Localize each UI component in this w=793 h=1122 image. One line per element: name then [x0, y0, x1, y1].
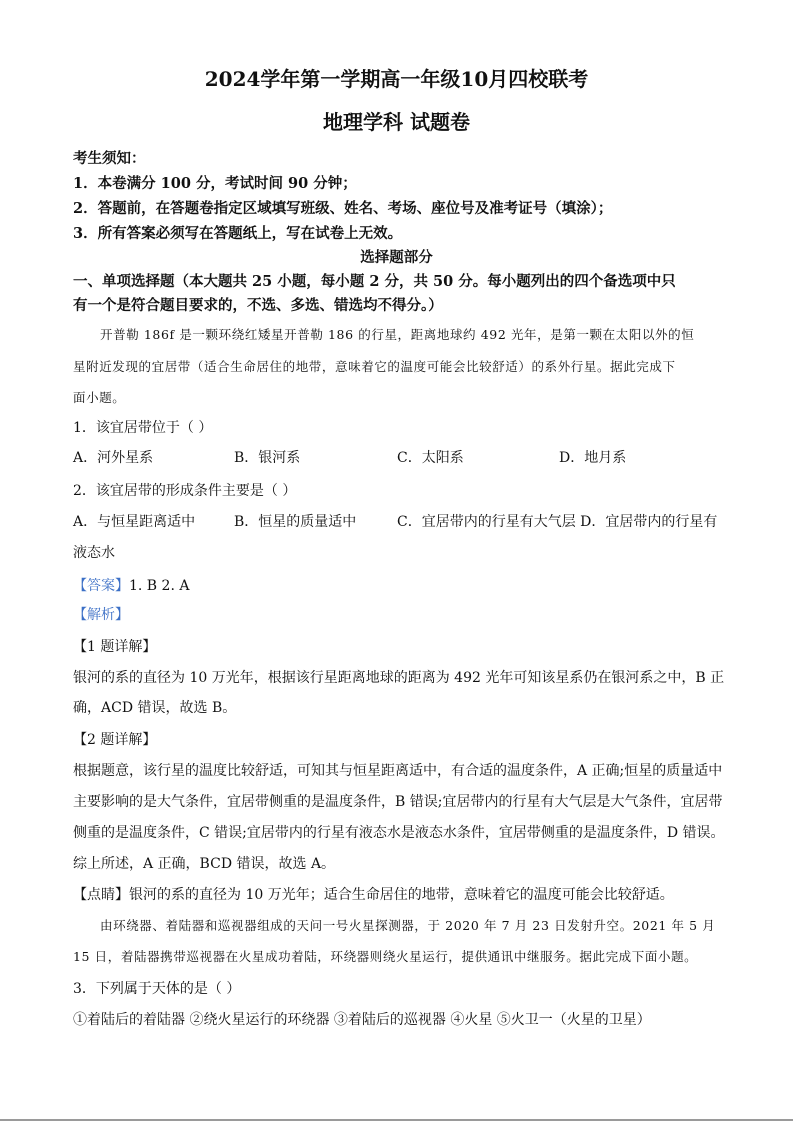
passage1-line-3: 面小题。: [73, 390, 126, 405]
tip-label: 【点睛】: [73, 887, 129, 903]
q3-items: ①着陆后的着陆器 ②绕火星运行的环绕器 ③着陆后的巡视器 ④火星 ⑤火卫一（火星的卫星）: [73, 1012, 651, 1028]
q2-detail-line-2: 主要影响的是大气条件，宜居带侧重的是温度条件，B 错误;宜居带内的行星有大气层是大气条件，宜居带: [73, 794, 723, 810]
q1-option-d: D．地月系: [559, 450, 627, 466]
q1-stem: 1．该宜居带位于（ ）: [73, 420, 213, 436]
notice-item-2: 2．答题前，在答题卷指定区域填写班级、姓名、考场、座位号及准考证号（填涂）；: [73, 200, 613, 217]
q1-option-b: B．银河系: [234, 450, 301, 466]
answer-value: 1. B 2. A: [129, 578, 190, 594]
passage2-line-2: 15 日，着陆器携带巡视器在火星成功着陆，环绕器则绕火星运行，提供通讯中继服务。据此完成下面小题。: [73, 949, 698, 964]
passage1-line-1: 开普勒 186f 是一颗环绕红矮星开普勒 186 的行星，距离地球约 492 光年，是第一颗在太阳以外的恒: [100, 327, 695, 342]
q2-detail-line-3: 侧重的是温度条件，C 错误;宜居带内的行星有液态水是液态水条件，宜居带侧重的是温度条件，D 错误。: [73, 825, 725, 841]
q2-detail-heading: 【2 题详解】: [73, 732, 157, 748]
q1-detail-line-1: 银河的系的直径为 10 万光年，根据该行星距离地球的距离为 492 光年可知该星系仍在银河系之中，B 正: [73, 670, 725, 686]
q2-detail-line-4: 综上所述，A 正确，BCD 错误，故选 A。: [73, 856, 336, 872]
notice-item-1: 1．本卷满分 100 分，考试时间 90 分钟；: [73, 175, 357, 192]
q1-detail-heading: 【1 题详解】: [73, 639, 157, 655]
q2-option-a: A．与恒星距离适中: [73, 514, 196, 530]
section-heading-line-1: 一、单项选择题（本大题共 25 小题，每小题 2 分，共 50 分。每小题列出的四个备选项中只: [73, 273, 676, 290]
notice-heading: 考生须知：: [73, 150, 146, 167]
page-bottom-rule: [0, 1119, 793, 1121]
passage2-line-1: 由环绕器、着陆器和巡视器组成的天问一号火星探测器，于 2020 年 7 月 23 日发射升空。2021 年 5 月: [100, 918, 716, 933]
q1-detail-line-2: 确，ACD 错误，故选 B。: [73, 700, 237, 716]
q2-detail-line-1: 根据题意，该行星的温度比较舒适，可知其与恒星距离适中，有合适的温度条件，A 正确;恒星的质量适中: [73, 763, 723, 779]
answer-line: [73, 575, 189, 595]
tip-line: [73, 884, 674, 904]
q1-option-a: A．河外星系: [73, 450, 154, 466]
answer-label: 【答案】: [73, 578, 129, 594]
q1-option-c: C．太阳系: [397, 450, 464, 466]
q2-option-d-continuation: 液态水: [73, 545, 115, 561]
section-title: 选择题部分: [360, 249, 433, 266]
section-heading-line-2: 有一个是符合题目要求的，不选、多选、错选均不得分。）: [73, 297, 443, 314]
exam-subtitle: 地理学科 试题卷: [323, 110, 470, 134]
q3-stem: 3．下列属于天体的是（ ）: [73, 981, 241, 997]
q2-option-b: B．恒星的质量适中: [234, 514, 357, 530]
analysis-label: 【解析】: [73, 607, 129, 623]
exam-title: 2024学年第一学期高一年级10月四校联考: [204, 67, 589, 91]
q2-stem: 2．该宜居带的形成条件主要是（ ）: [73, 483, 297, 499]
notice-item-3: 3．所有答案必须写在答题纸上，写在试卷上无效。: [73, 225, 403, 242]
q2-option-cd: C．宜居带内的行星有大气层 D．宜居带内的行星有: [397, 514, 718, 530]
tip-text: 银河的系的直径为 10 万光年；适合生命居住的地带，意味着它的温度可能会比较舒适。: [129, 887, 674, 903]
passage1-line-2: 星附近发现的宜居带（适合生命居住的地带，意味着它的温度可能会比较舒适）的系外行星。据此完成下: [73, 359, 676, 374]
